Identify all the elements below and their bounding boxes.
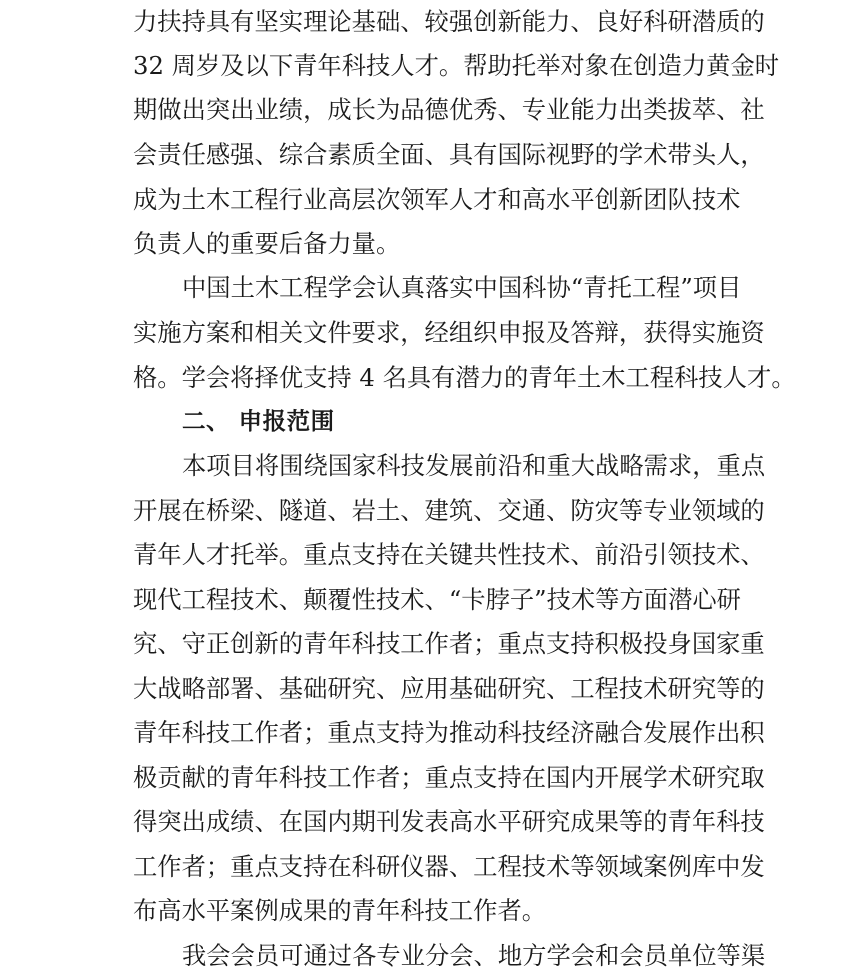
paragraph-3-line-6: 大战略部署、基础研究、应用基础研究、工程技术研究等的 <box>133 674 765 703</box>
paragraph-3-line-2: 开展在桥梁、隧道、岩土、建筑、交通、防灾等专业领域的 <box>133 496 765 525</box>
paragraph-4-line-1: 我会会员可通过各专业分会、地方学会和会员单位等渠 <box>182 941 766 970</box>
section-heading: 二、 申报范围 <box>182 407 335 435</box>
paragraph-3-line-10: 工作者；重点支持在科研仪器、工程技术等领域案例库中发 <box>133 852 765 881</box>
paragraph-3-line-8: 极贡献的青年科技工作者；重点支持在国内开展学术研究取 <box>133 763 765 792</box>
paragraph-1-line-3: 期做出突出业绩，成长为品德优秀、专业能力出类拔萃、社 <box>133 95 765 124</box>
paragraph-1-line-1: 力扶持具有坚实理论基础、较强创新能力、良好科研潜质的 <box>133 7 765 36</box>
paragraph-3-line-9: 得突出成绩、在国内期刊发表高水平研究成果等的青年科技 <box>133 807 765 836</box>
paragraph-2-line-2: 实施方案和相关文件要求，经组织申报及答辩，获得实施资 <box>133 318 765 347</box>
paragraph-3-line-11: 布高水平案例成果的青年科技工作者。 <box>133 896 547 925</box>
paragraph-2-line-3: 格。学会将择优支持 4 名具有潜力的青年土木工程科技人才。 <box>133 363 796 392</box>
paragraph-1-line-6: 负责人的重要后备力量。 <box>133 229 401 258</box>
paragraph-1-line-4: 会责任感强、综合素质全面、具有国际视野的学术带头人， <box>133 140 765 169</box>
paragraph-3-line-4: 现代工程技术、颠覆性技术、“卡脖子”技术等方面潜心研 <box>133 585 741 614</box>
paragraph-2-line-1: 中国土木工程学会认真落实中国科协“青托工程”项目 <box>182 273 742 302</box>
paragraph-3-line-1: 本项目将围绕国家科技发展前沿和重大战略需求，重点 <box>182 451 766 480</box>
paragraph-1-line-5: 成为土木工程行业高层次领军人才和高水平创新团队技术 <box>133 185 741 214</box>
paragraph-3-line-5: 究、守正创新的青年科技工作者；重点支持积极投身国家重 <box>133 629 765 658</box>
paragraph-3-line-3: 青年人才托举。重点支持在关键共性技术、前沿引领技术、 <box>133 540 765 569</box>
paragraph-3-line-7: 青年科技工作者；重点支持为推动科技经济融合发展作出积 <box>133 718 765 747</box>
paragraph-1-line-2: 32 周岁及以下青年科技人才。帮助托举对象在创造力黄金时 <box>133 51 780 80</box>
